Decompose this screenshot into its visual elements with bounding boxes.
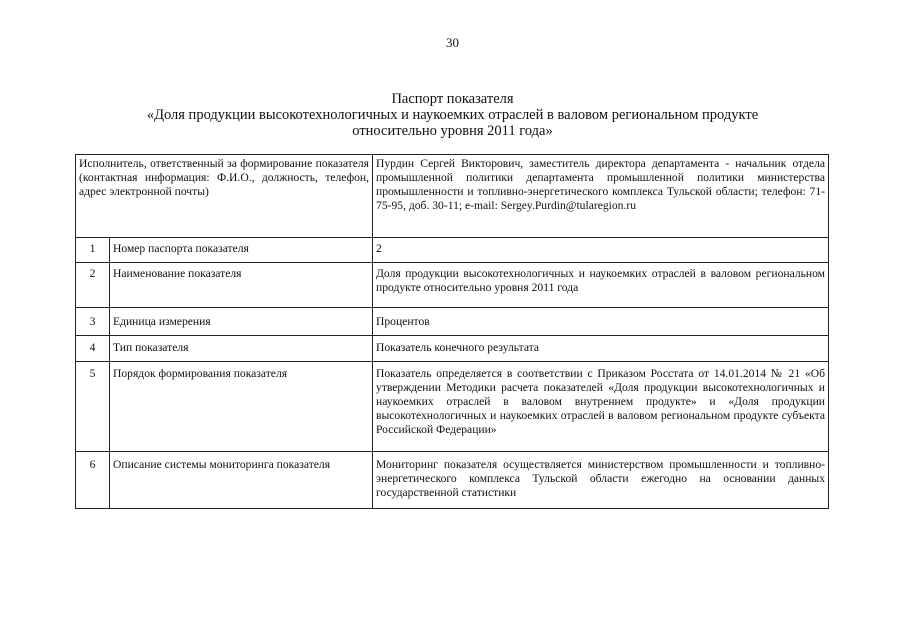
row-label: Тип показателя [110,336,373,362]
row-value: Процентов [373,308,829,336]
row-number: 4 [76,336,110,362]
row-number: 1 [76,238,110,263]
title-line-3: относительно уровня 2011 года» [352,123,553,139]
row-value: 2 [373,238,829,263]
title-line-1: Паспорт показателя [391,91,514,107]
row-label: Порядок формирования показателя [110,362,373,452]
page-number: 30 [446,35,459,50]
table-row [76,362,829,452]
row-number: 2 [76,263,110,308]
indicator-passport-table [75,154,829,509]
table-row [76,263,829,308]
row-value: Доля продукции высокотехнологичных и наукоемких отраслей в валовом региональном продукте относительно уровня 2011 года [373,263,829,308]
title-line-2: «Доля продукции высокотехнологичных и наукоемких отраслей в валовом региональном продукте [146,107,759,123]
row-number: 6 [76,452,110,509]
row-value: Показатель конечного результата [373,336,829,362]
row-label: Номер паспорта показателя [110,238,373,263]
responsible-value: Пурдин Сергей Викторович, заместитель директора департамента - начальник отдела промышленной политики департамента промышленной политики министерства промышленности и топливно-энергетического комплекса Тульской области; телефон: 71-75-95, доб. 30-11; e-mail: Sergey.Purdin@tularegion.ru [373,155,829,238]
table-row [76,238,829,263]
row-label: Описание системы мониторинга показателя [110,452,373,509]
row-number: 3 [76,308,110,336]
table-row [76,308,829,336]
row-value: Показатель определяется в соответствии с Приказом Росстата от 14.01.2014 № 21 «Об утверждении Методики расчета показателей «Доля продукции высокотехнологичных и наукоемких отраслей в валовом внутреннем продукте» и «Доля продукции высокотехнологичных и наукоемких отраслей в валовом региональном продукте субъекта Российской Федерации» [373,362,829,452]
table-row [76,452,829,509]
responsible-label: Исполнитель, ответственный за формирование показателя (контактная информация: Ф.И.О., должность, телефон, адрес электронной почты) [76,155,373,238]
row-value: Мониторинг показателя осуществляется министерством промышленности и топливно-энергетического комплекса Тульской области ежегодно на основании данных государственной статистики [373,452,829,509]
table-row-responsible [76,155,829,238]
row-label: Наименование показателя [110,263,373,308]
row-number: 5 [76,362,110,452]
row-label: Единица измерения [110,308,373,336]
table-row [76,336,829,362]
document-title [0,91,905,139]
